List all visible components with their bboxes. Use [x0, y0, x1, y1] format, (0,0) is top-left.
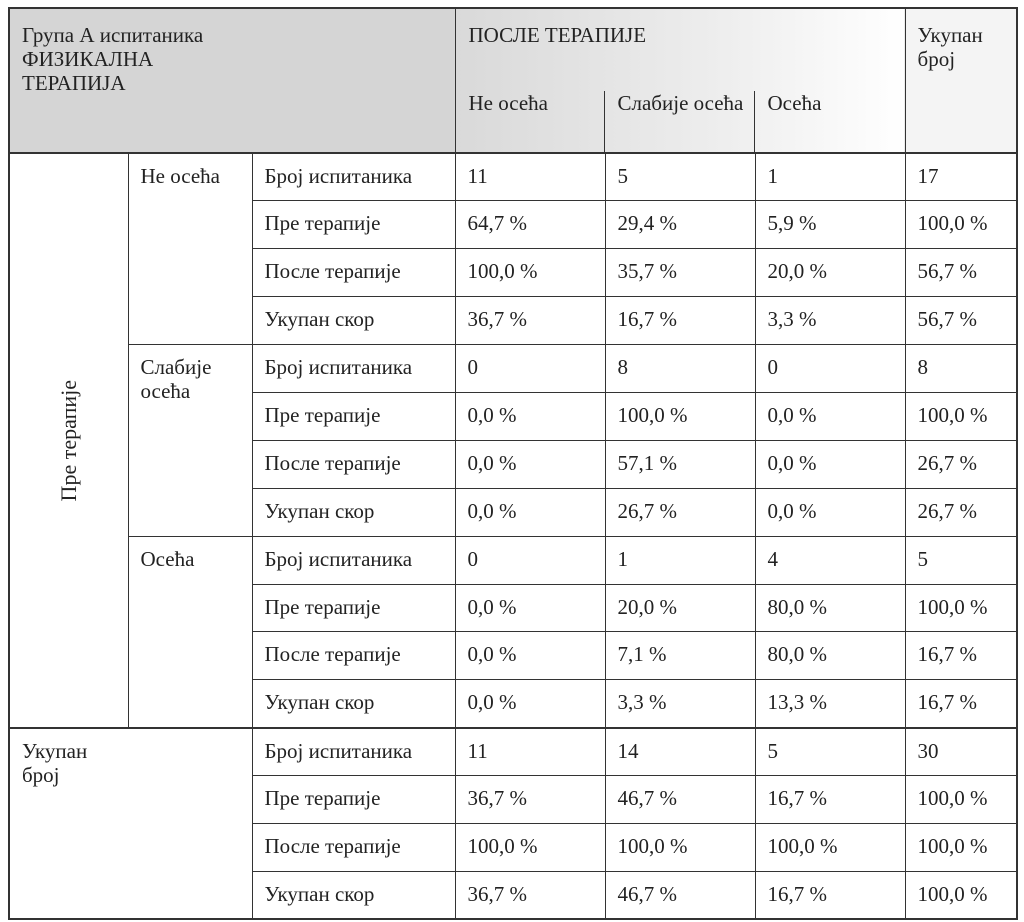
- cell-value: 5: [617, 164, 628, 188]
- total-group-line2: број: [22, 762, 60, 787]
- cell-value: 100,0 %: [917, 402, 988, 427]
- cell-value: 5,9 %: [767, 211, 817, 236]
- cell-value: 100,0 %: [917, 833, 988, 858]
- value-cell: [755, 776, 905, 824]
- value-cell: [905, 488, 1017, 536]
- cell-value: 4: [767, 546, 778, 571]
- cell-value: 16,7 %: [767, 881, 827, 906]
- metric-cell: [252, 871, 455, 919]
- value-cell: [755, 153, 905, 201]
- value-cell: [755, 536, 905, 584]
- metric-label: Укупан скор: [264, 307, 375, 332]
- after-therapy-header-cell: [455, 8, 905, 153]
- cell-value: 5: [917, 546, 929, 571]
- cell-value: 11: [467, 738, 488, 763]
- metric-label: Број испитаника: [264, 355, 413, 380]
- cell-value: 100,0 %: [917, 211, 988, 236]
- value-cell: [455, 584, 605, 632]
- value-cell: [905, 728, 1017, 776]
- value-cell: [605, 680, 755, 728]
- value-cell: [905, 345, 1017, 393]
- value-cell: [455, 345, 605, 393]
- metric-cell: [252, 536, 455, 584]
- cell-value: 26,7 %: [917, 498, 978, 523]
- cell-value: 46,7 %: [617, 881, 677, 906]
- total-header-cell: [905, 8, 1017, 153]
- cell-value: 57,1 %: [617, 450, 677, 475]
- cell-value: 16,7 %: [767, 786, 827, 811]
- value-cell: [455, 632, 605, 680]
- cell-value: 36,7 %: [467, 307, 527, 332]
- cell-value: 0: [767, 355, 778, 380]
- value-cell: [455, 249, 605, 297]
- value-cell: [455, 728, 605, 776]
- metric-cell: [252, 680, 455, 728]
- total-group-line1: Укупан: [22, 738, 88, 763]
- value-cell: [755, 488, 905, 536]
- cell-value: 0: [467, 546, 478, 571]
- metric-label: После терапије: [264, 450, 401, 475]
- value-cell: [605, 536, 755, 584]
- group-label-cell: [128, 536, 252, 728]
- side-label-wrap: [10, 154, 128, 727]
- cell-value: 8: [617, 355, 628, 380]
- value-cell: [905, 871, 1017, 919]
- metric-label: Укупан скор: [264, 498, 375, 523]
- value-cell: [905, 776, 1017, 824]
- total-header-line1: Укупан: [917, 23, 983, 47]
- cell-value: 100,0 %: [617, 833, 688, 858]
- value-cell: [455, 823, 605, 871]
- cell-value: 0,0 %: [467, 402, 517, 427]
- side-label-cell: [9, 153, 128, 728]
- metric-label: Пре терапије: [264, 594, 381, 619]
- total-group-label: [10, 729, 252, 787]
- value-cell: [905, 680, 1017, 728]
- group-subtitle-2: ТЕРАПИЈА: [22, 71, 126, 96]
- cell-value: 8: [917, 355, 929, 380]
- group-header-cell: [9, 8, 455, 153]
- metric-label: Пре терапије: [264, 211, 381, 236]
- metric-label: После терапије: [264, 642, 401, 667]
- cell-value: 100,0 %: [467, 833, 538, 858]
- metric-label: Укупан скор: [264, 881, 375, 906]
- value-cell: [605, 728, 755, 776]
- value-cell: [455, 680, 605, 728]
- value-cell: [755, 392, 905, 440]
- value-cell: [605, 632, 755, 680]
- column-divider: [604, 91, 605, 152]
- metric-cell: [252, 297, 455, 345]
- metric-cell: [252, 392, 455, 440]
- value-cell: [605, 488, 755, 536]
- cell-value: 30: [917, 738, 939, 763]
- cell-value: 35,7 %: [617, 259, 677, 284]
- value-cell: [455, 488, 605, 536]
- value-cell: [605, 297, 755, 345]
- cell-value: 0,0 %: [467, 450, 517, 475]
- value-cell: [605, 440, 755, 488]
- cell-value: 16,7 %: [917, 642, 978, 667]
- metric-label: После терапије: [264, 259, 401, 284]
- cell-value: 16,7 %: [617, 307, 677, 332]
- table-header-row: [9, 8, 1017, 153]
- col-header-oseca: Осећа: [767, 91, 822, 115]
- cell-value: 0,0 %: [467, 594, 517, 619]
- metric-label: Број испитаника: [264, 164, 413, 188]
- value-cell: [755, 728, 905, 776]
- cell-value: 100,0 %: [917, 786, 988, 811]
- value-cell: [605, 871, 755, 919]
- total-header-line2: број: [917, 47, 956, 72]
- value-cell: [455, 201, 605, 249]
- cell-value: 0,0 %: [467, 642, 517, 667]
- value-cell: [455, 440, 605, 488]
- metric-cell: [252, 345, 455, 393]
- cell-value: 0,0 %: [767, 402, 817, 427]
- cell-value: 100,0 %: [767, 833, 838, 858]
- cell-value: 64,7 %: [467, 211, 527, 236]
- table-row: [9, 536, 1017, 584]
- value-cell: [755, 584, 905, 632]
- value-cell: [605, 584, 755, 632]
- metric-label: Број испитаника: [264, 738, 413, 763]
- group-label: Не осећа: [140, 164, 220, 188]
- value-cell: [905, 823, 1017, 871]
- metric-label: Пре терапије: [264, 786, 381, 811]
- value-cell: [605, 823, 755, 871]
- col-header-ne-oseca: Не осећа: [468, 91, 548, 115]
- value-cell: [455, 392, 605, 440]
- cell-value: 0,0 %: [467, 498, 517, 523]
- cell-value: 80,0 %: [767, 594, 827, 619]
- cell-value: 13,3 %: [767, 690, 827, 715]
- value-cell: [455, 536, 605, 584]
- total-group-cell: [9, 728, 252, 920]
- cell-value: 100,0 %: [467, 259, 538, 284]
- metric-label: После терапије: [264, 833, 401, 858]
- table-body: [9, 153, 1017, 919]
- cell-value: 100,0 %: [917, 881, 988, 906]
- value-cell: [755, 871, 905, 919]
- cell-value: 3,3 %: [617, 690, 667, 715]
- group-title: Група А испитаника: [22, 23, 204, 47]
- cell-value: 26,7 %: [617, 498, 677, 523]
- cell-value: 26,7 %: [917, 450, 978, 475]
- group-label-cell: [128, 345, 252, 537]
- value-cell: [755, 249, 905, 297]
- cell-value: 0: [467, 355, 478, 380]
- cell-value: 56,7 %: [917, 307, 978, 332]
- value-cell: [755, 440, 905, 488]
- value-cell: [905, 297, 1017, 345]
- metric-cell: [252, 728, 455, 776]
- value-cell: [755, 297, 905, 345]
- results-table: [8, 7, 1018, 920]
- metric-cell: [252, 488, 455, 536]
- value-cell: [905, 392, 1017, 440]
- group-label: Осећа: [140, 546, 195, 571]
- value-cell: [755, 345, 905, 393]
- value-cell: [905, 632, 1017, 680]
- cell-value: 7,1 %: [617, 642, 667, 667]
- metric-cell: [252, 823, 455, 871]
- metric-label: Пре терапије: [264, 402, 381, 427]
- cell-value: 56,7 %: [917, 259, 978, 284]
- value-cell: [605, 345, 755, 393]
- cell-value: 0,0 %: [467, 690, 517, 715]
- metric-cell: [252, 632, 455, 680]
- cell-value: 17: [917, 164, 939, 188]
- value-cell: [905, 153, 1017, 201]
- value-cell: [905, 584, 1017, 632]
- cell-value: 29,4 %: [617, 211, 677, 236]
- value-cell: [605, 201, 755, 249]
- cell-value: 46,7 %: [617, 786, 677, 811]
- cell-value: 100,0 %: [617, 402, 688, 427]
- cell-value: 1: [767, 164, 778, 188]
- col-header-slabije-oseca: Слабије осећа: [617, 91, 744, 115]
- value-cell: [455, 776, 605, 824]
- cell-value: 80,0 %: [767, 642, 827, 667]
- value-cell: [755, 632, 905, 680]
- cell-value: 20,0 %: [767, 259, 827, 284]
- cell-value: 20,0 %: [617, 594, 677, 619]
- metric-cell: [252, 440, 455, 488]
- value-cell: [605, 249, 755, 297]
- cell-value: 5: [767, 738, 778, 763]
- cell-value: 36,7 %: [467, 786, 527, 811]
- value-cell: [905, 201, 1017, 249]
- value-cell: [905, 536, 1017, 584]
- cell-value: 3,3 %: [767, 307, 817, 332]
- table-row: [9, 345, 1017, 393]
- cell-value: 0,0 %: [767, 450, 817, 475]
- value-cell: [455, 153, 605, 201]
- cell-value: 1: [617, 546, 628, 571]
- metric-label: Укупан скор: [264, 690, 375, 715]
- metric-cell: [252, 201, 455, 249]
- value-cell: [455, 297, 605, 345]
- cell-value: 0,0 %: [767, 498, 817, 523]
- cell-value: 100,0 %: [917, 594, 988, 619]
- metric-cell: [252, 153, 455, 201]
- metric-cell: [252, 776, 455, 824]
- value-cell: [455, 871, 605, 919]
- value-cell: [905, 249, 1017, 297]
- column-divider: [754, 91, 755, 152]
- cell-value: 11: [467, 164, 488, 188]
- after-therapy-title: ПОСЛЕ ТЕРАПИЈЕ: [468, 23, 647, 47]
- cell-value: 14: [617, 738, 639, 763]
- value-cell: [605, 153, 755, 201]
- cell-value: 16,7 %: [917, 690, 978, 715]
- table-row: [9, 153, 1017, 201]
- value-cell: [755, 823, 905, 871]
- group-label: Слабије осећа: [140, 355, 212, 404]
- value-cell: [755, 680, 905, 728]
- group-label-cell: [128, 153, 252, 345]
- value-cell: [605, 392, 755, 440]
- metric-cell: [252, 584, 455, 632]
- value-cell: [905, 440, 1017, 488]
- metric-cell: [252, 249, 455, 297]
- table-row: [9, 728, 1017, 776]
- group-subtitle-1: ФИЗИКАЛНА: [22, 47, 154, 72]
- cell-value: 36,7 %: [467, 881, 527, 906]
- side-label: Пре терапије: [56, 379, 82, 502]
- metric-label: Број испитаника: [264, 546, 413, 571]
- value-cell: [755, 201, 905, 249]
- value-cell: [605, 776, 755, 824]
